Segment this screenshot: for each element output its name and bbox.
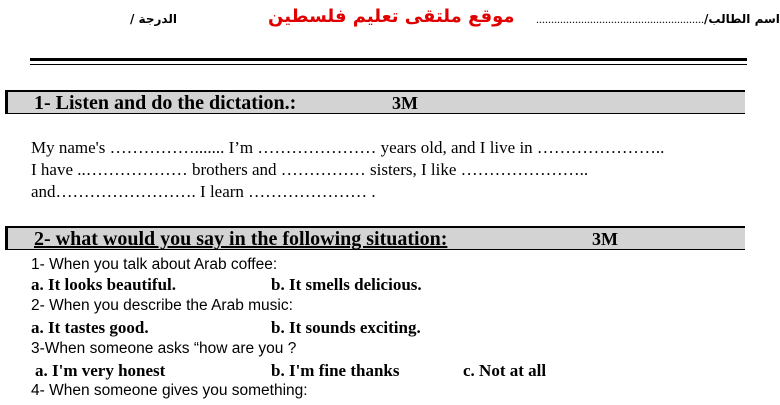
section2-title: 2- what would you say in the following situation: <box>34 228 448 250</box>
header-rule-thin <box>30 64 747 65</box>
question-4: 4- When someone gives you something: <box>31 382 308 399</box>
question-2: 2- When you describe the Arab music: <box>31 297 293 314</box>
student-name-dots: ........................................................ <box>536 12 704 26</box>
section2-bar <box>5 226 745 250</box>
section1-bar <box>5 90 745 114</box>
q1-option-b: b. It smells delicious. <box>271 275 422 294</box>
q2-option-b: b. It sounds exciting. <box>271 318 421 337</box>
question-3: 3-When someone asks “how are you ? <box>31 340 297 357</box>
section1-marks: 3M <box>392 93 418 113</box>
dictation-line-3: and……………………. I learn ………………… . <box>31 182 376 201</box>
q3-option-a: a. I'm very honest <box>35 361 166 380</box>
dictation-line-1: My name's ……………....... I’m ………………… years old, and I live in ………………….. <box>31 138 665 157</box>
q3-option-b: b. I'm fine thanks <box>271 361 400 380</box>
section2-marks: 3M <box>592 229 618 249</box>
student-name-field <box>536 12 780 27</box>
student-name-label: اسم الطالب/ <box>704 12 780 26</box>
q1-option-a: a. It looks beautiful. <box>31 275 176 294</box>
section1-title: 1- Listen and do the dictation.: <box>34 92 297 114</box>
q3-option-c: c. Not at all <box>463 361 547 380</box>
site-title: موقع ملتقى تعليم فلسطين <box>268 6 515 27</box>
dictation-line-2: I have ..……………… brothers and …………… sisters, I like ………………….. <box>31 160 589 179</box>
question-1: 1- When you talk about Arab coffee: <box>31 256 278 273</box>
q2-option-a: a. It tastes good. <box>31 318 149 337</box>
header-rule-thick <box>30 58 747 61</box>
grade-label: الدرجة / <box>130 12 177 26</box>
